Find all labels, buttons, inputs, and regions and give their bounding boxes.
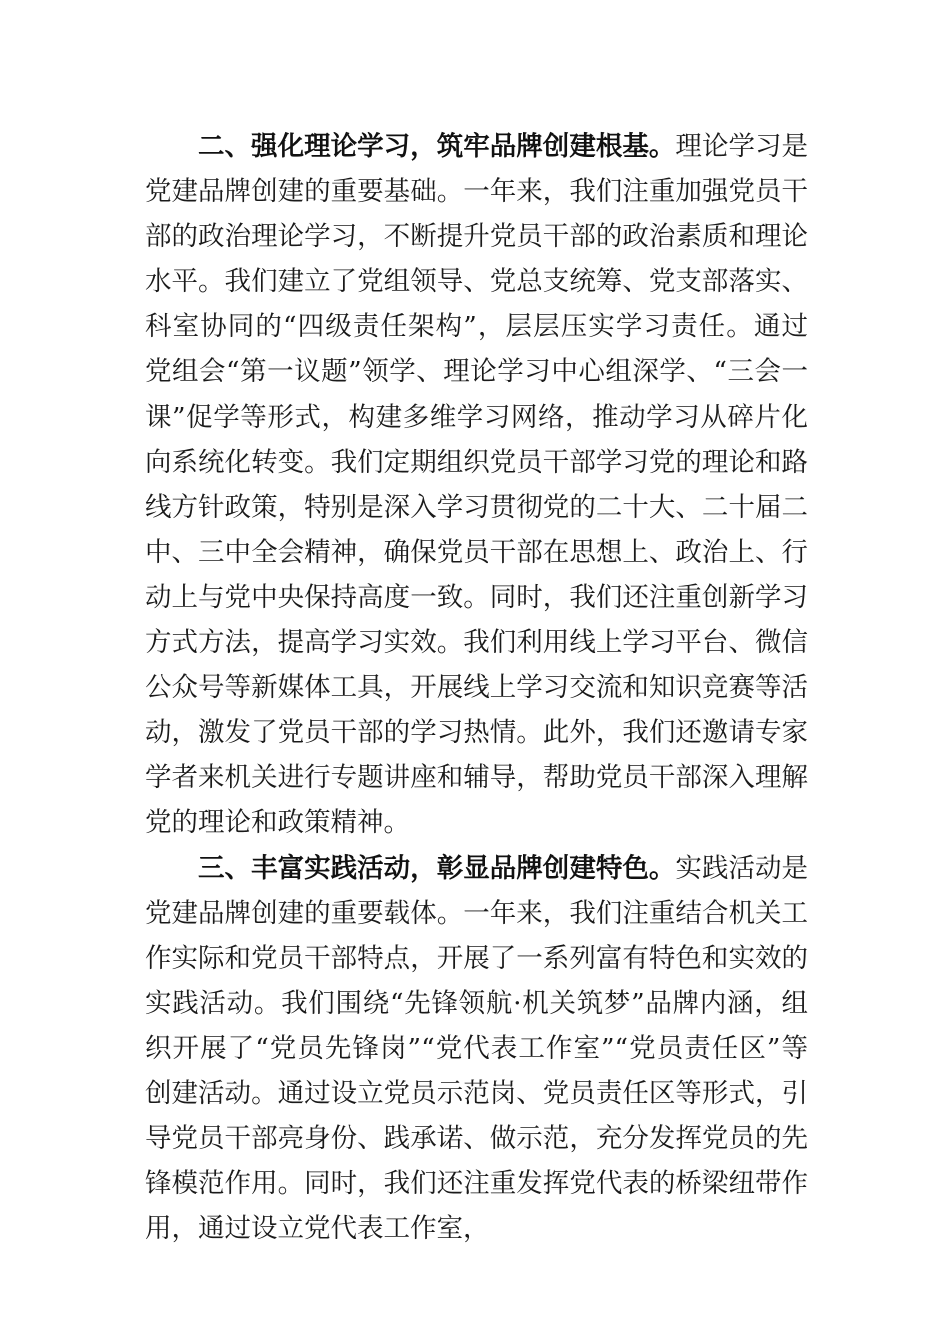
paragraph-theory-study <box>145 124 808 846</box>
paragraph-practice-activities <box>145 846 808 1252</box>
document-body <box>145 124 808 1251</box>
paragraph-text: 理论学习是党建品牌创建的重要基础。一年来，我们注重加强党员干部的政治理论学习，不断提升党员干部的政治素质和理论水平。我们建立了党组领导、党总支统筹、党支部落实、科室协同的“四级责任架构”，层层压实学习责任。通过党组会“第一议题”领学、理论学习中心组深学、“三会一课”促学等形式，构建多维学习网络，推动学习从碎片化向系统化转变。我们定期组织党员干部学习党的理论和路线方针政策，特别是深入学习贯彻党的二十大、二十届二中、三中全会精神，确保党员干部在思想上、政治上、行动上与党中央保持高度一致。同时，我们还注重创新学习方式方法，提高学习实效。我们利用线上学习平台、微信公众号等新媒体工具，开展线上学习交流和知识竞赛等活动，激发了党员干部的学习热情。此外，我们还邀请专家学者来机关进行专题讲座和辅导，帮助党员干部深入理解党的理论和政策精神。 <box>145 131 809 839</box>
section-heading: 二、强化理论学习，筑牢品牌创建根基。 <box>198 131 676 162</box>
section-heading: 三、丰富实践活动，彰显品牌创建特色。 <box>198 852 676 884</box>
paragraph-text: 实践活动是党建品牌创建的重要载体。一年来，我们注重结合机关工作实际和党员干部特点，开展了一系列富有特色和实效的实践活动。我们围绕“先锋领航·机关筑梦”品牌内涵，组织开展了“党员先锋岗”“党代表工作室”“党员责任区”等创建活动。通过设立党员示范岗、党员责任区等形式，引导党员干部亮身份、践承诺、做示范，充分发挥党员的先锋模范作用。同时，我们还注重发挥党代表的桥梁纽带作用，通过设立党代表工作室， <box>145 852 809 1245</box>
